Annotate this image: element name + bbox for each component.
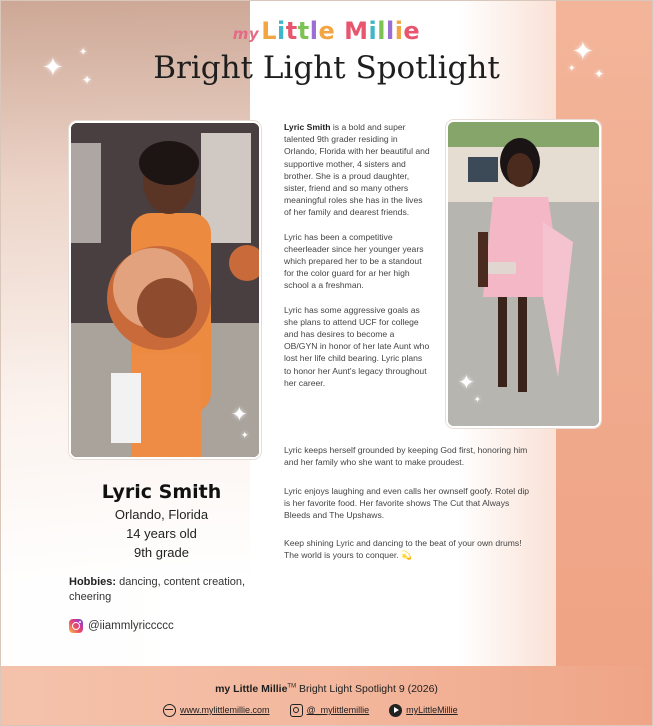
sparkle-icon: ✦ [572,36,594,66]
student-name: Lyric Smith [101,481,222,503]
brand-letter: L [261,17,278,45]
globe-icon [163,704,176,717]
bio-paragraph-2: Lyric has been a competitive cheerleader since her younger years which prepared her to be a standout for the color guard for ar her high school a a freshman. [284,231,424,291]
hobbies-label: Hobbies: [69,576,117,588]
youtube-icon [389,704,402,717]
brand-letter: l [385,17,395,45]
brand-logo [0,17,653,45]
youtube-link-label[interactable]: myLittleMillie [406,705,458,715]
youtube-link[interactable] [389,704,458,717]
sparkle-emoji-icon: 💫 [401,550,412,561]
brand-letter: M [344,17,369,45]
website-link-label[interactable]: www.mylittlemillie.com [180,705,270,715]
brand-letter: i [368,17,378,45]
brand-letter: l [309,17,319,45]
sparkle-icon: ✦ [568,63,576,73]
brand-letter [335,17,344,45]
brand-letter: e [403,17,421,45]
sparkle-icon: ✦ [82,73,93,87]
footer-links [163,702,458,718]
hobbies [69,575,269,605]
bio-paragraph-6: Keep shining Lyric and dancing to the beat of your own drums! The world is yours to conquer. [284,538,522,561]
sparkle-icon: ✦ [241,430,249,440]
footer-title-rest: Bright Light Spotlight 9 (2026) [296,683,438,695]
hobbies-value: dancing, content creation, cheering [69,576,246,603]
brand-logo-prefix: my [232,25,260,43]
brand-letter: t [297,17,310,45]
instagram-icon [69,619,83,633]
instagram-link-label[interactable]: @_mylittlemillie [306,705,370,715]
bio-paragraph [284,121,430,219]
brand-letter: t [285,17,298,45]
bio-name: Lyric Smith [284,122,331,132]
page-title: Bright Light Spotlight [153,50,500,86]
student-age: 14 years old [126,526,197,541]
bio-paragraph-6-wrapper [284,537,536,561]
bio-paragraph-4: Lyric keeps herself grounded by keeping God first, honoring him and her family who she want to make proudest. [284,445,528,468]
sparkle-icon: ✦ [79,47,88,58]
brand-letter: i [394,17,404,45]
sparkle-icon: ✦ [42,52,64,82]
brand-letter: l [377,17,386,45]
bio-paragraph-3: Lyric has some aggressive goals as she plans to attend UCF for college and has desires to become a OB/GYN in honor of her late Aunt who lost her life child bearing. Lyric plans to honor her Aunt's legacy throughout her career. [284,304,430,388]
sparkle-icon: ✦ [231,404,248,426]
bio-column [284,121,430,401]
instagram-link[interactable] [290,704,370,717]
footer-brand: my Little Millie [215,683,288,695]
sparkle-icon: ✦ [594,67,605,81]
website-link[interactable] [163,704,270,717]
footer-trademark: TM [287,683,297,690]
instagram-handle[interactable]: @iiammlyriccccc [88,620,174,632]
student-instagram[interactable] [69,618,174,634]
brand-letter: e [318,17,336,45]
footer-title [0,683,653,695]
student-location: Orlando, Florida [114,507,209,522]
sparkle-icon: ✦ [458,372,475,394]
bio-paragraph-5: Lyric enjoys laughing and even calls her ownself goofy. Rotel dip is her favorite food. Her favorite shows The Cut that Always Bleeds and The Upshaws. [284,486,530,521]
bio-paragraph-1: is a bold and super talented 9th grader residing in Orlando, Florida with her beautiful and supportive mother, 4 sisters and brother. She is a proud daughter, sister, friend and so many others meaningful roles she has in the lives of her family and dearest friends. [284,122,430,218]
brand-letter: i [277,17,286,45]
student-grade: 9th grade [134,545,189,560]
sparkle-icon: ✦ [474,395,481,404]
instagram-icon [290,704,303,717]
